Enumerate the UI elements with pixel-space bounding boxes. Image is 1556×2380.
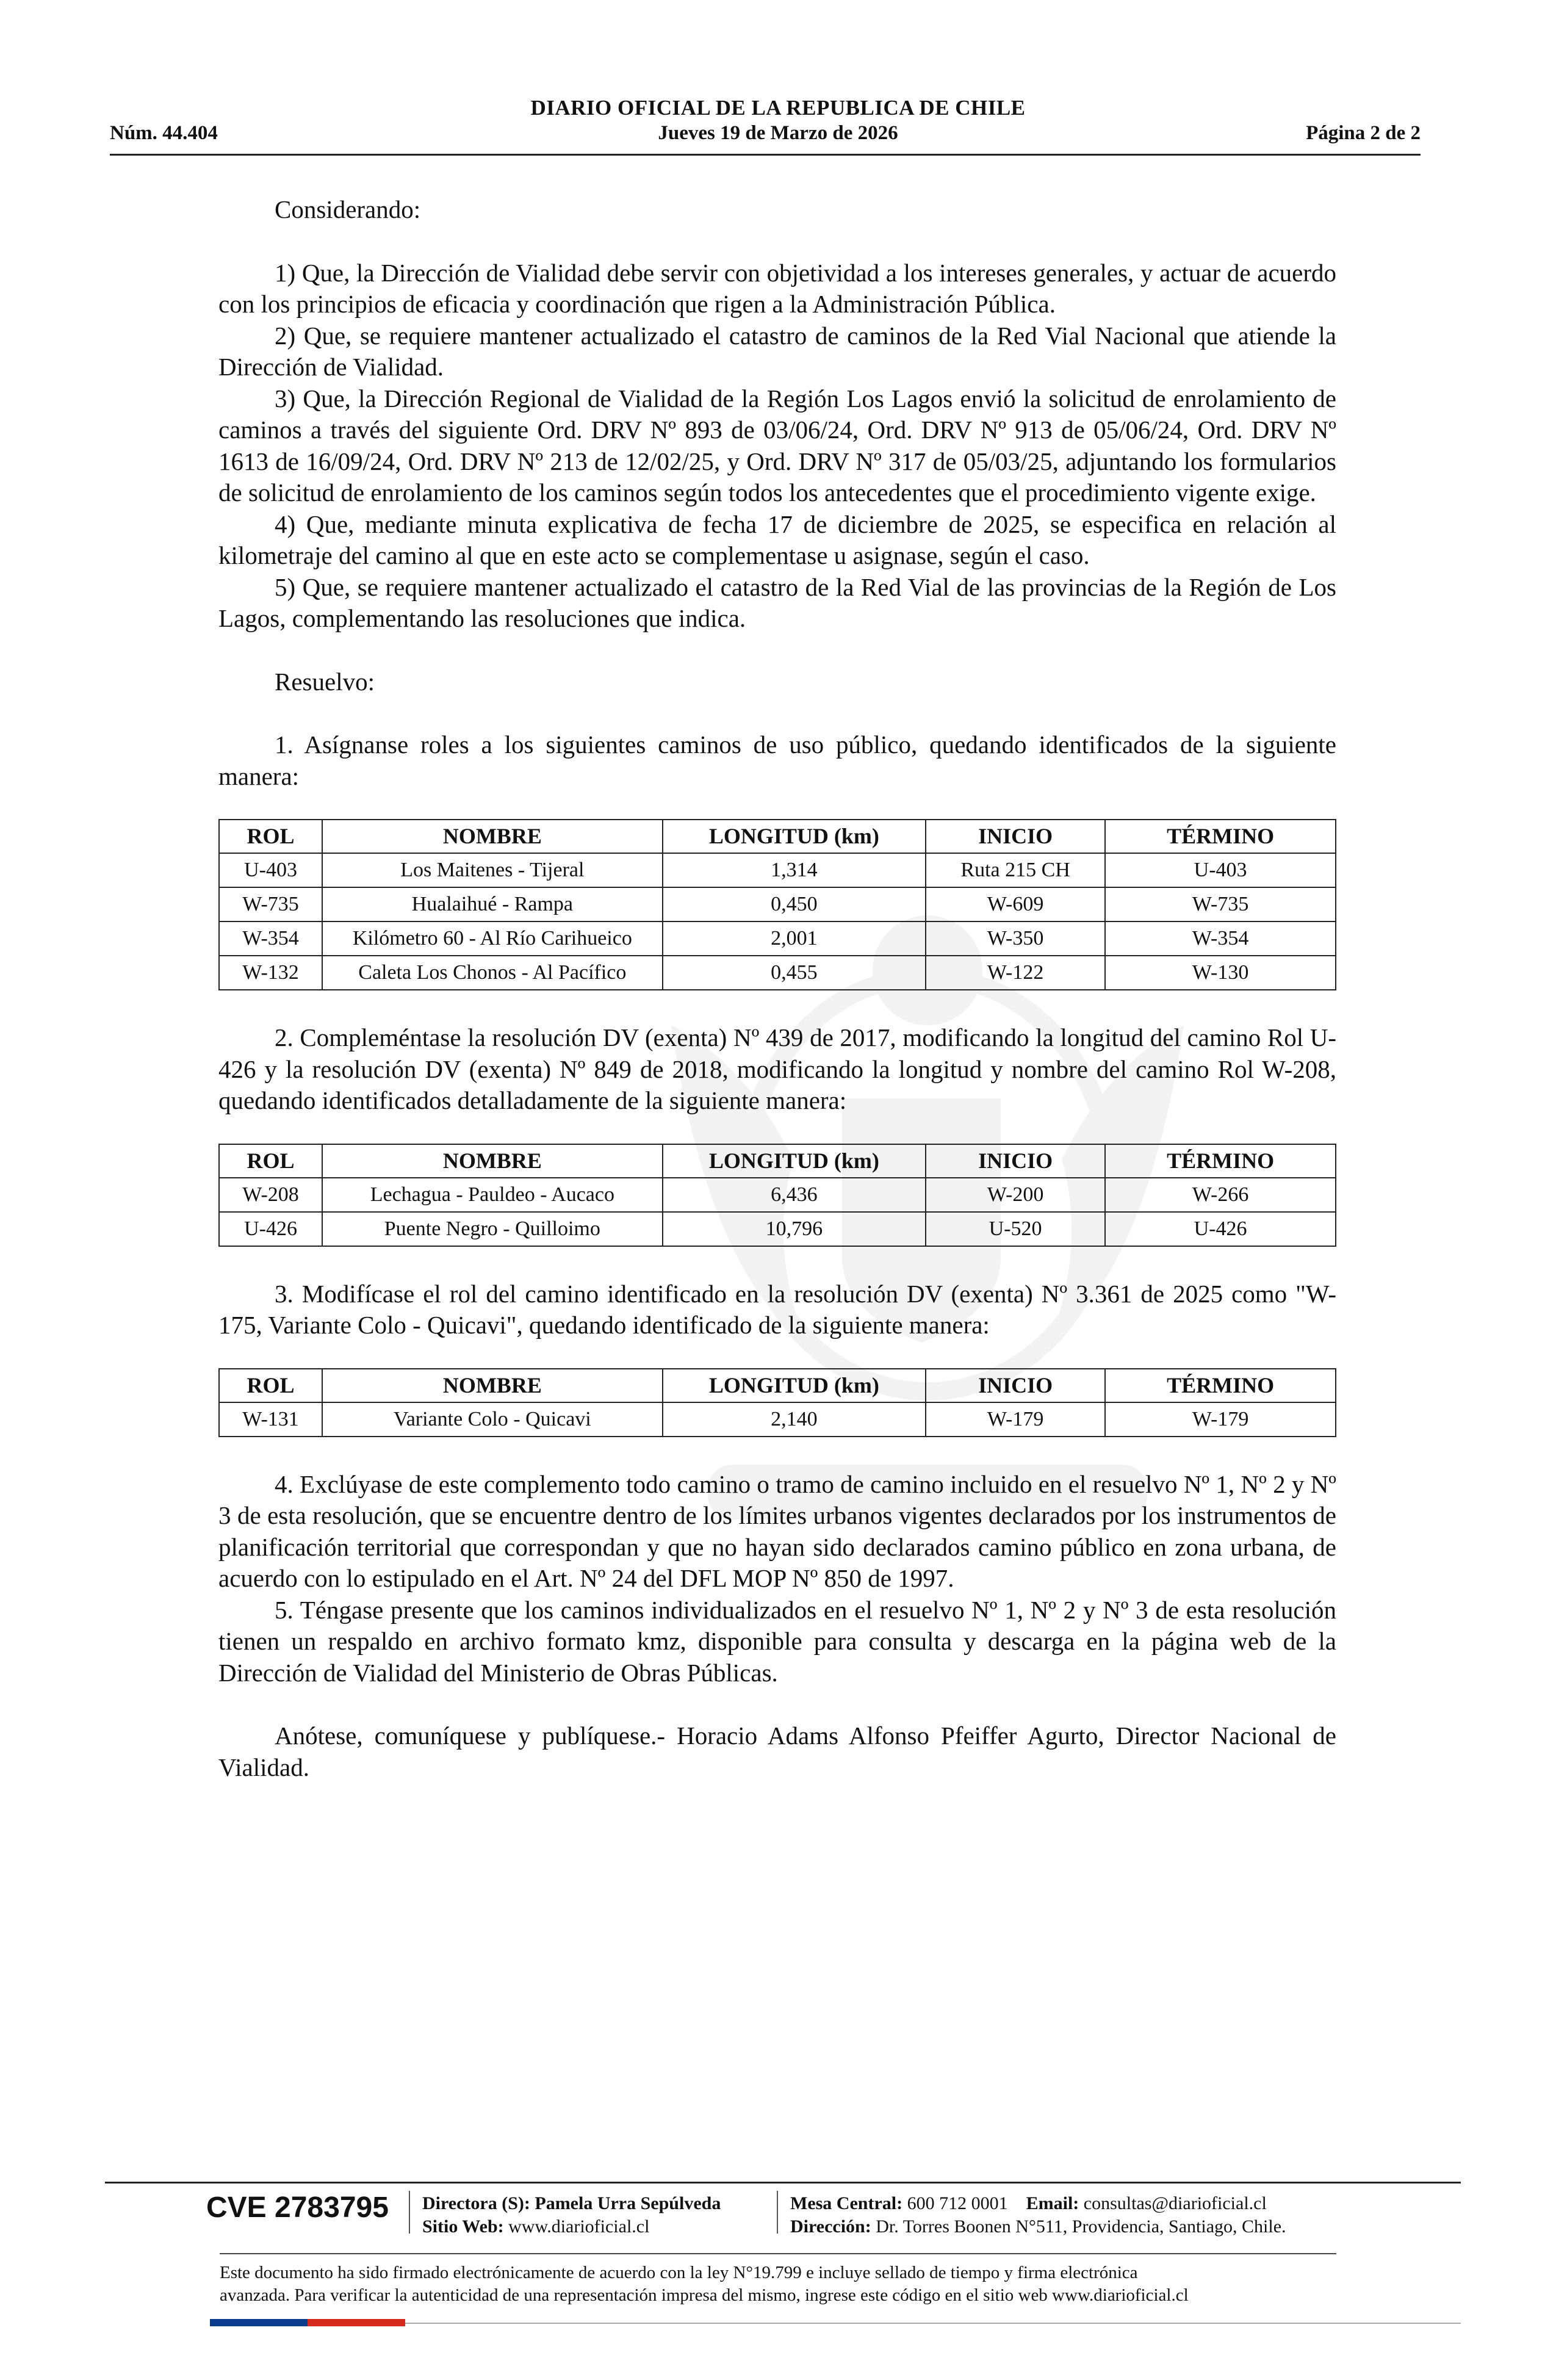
sitio-web-link[interactable]: www.diarioficial.cl [508, 2216, 650, 2237]
cell-nombre: Puente Negro - Quilloimo [322, 1212, 663, 1246]
cell-nombre: Variante Colo - Quicavi [322, 1402, 663, 1437]
resuelvo-2: 2. Compleméntase la resolución DV (exenta) Nº 439 de 2017, modificando la longitud del camino Rol U-426 y la resolución DV (exenta) Nº 849 de 2018, modificando la longitud y nombre del camino Rol W-208, quedando identificados detalladamente de la siguiente manera: [218, 1023, 1336, 1114]
cell-nombre: Los Maitenes - Tijeral [322, 853, 663, 887]
table-header-row [219, 1144, 1336, 1178]
roles-table-3 [218, 1368, 1336, 1437]
cell-longitud: 2,001 [663, 921, 926, 956]
footer-directora: Directora (S): Pamela Urra Sepúlveda [422, 2193, 721, 2213]
header-divider [110, 154, 1421, 156]
table-row [219, 1402, 1336, 1437]
cell-longitud: 1,314 [663, 853, 926, 887]
cell-inicio: W-200 [926, 1178, 1105, 1212]
cell-rol: W-354 [219, 921, 322, 956]
col-termino: TÉRMINO [1105, 1144, 1336, 1178]
footer-legal-notice: Este documento ha sido firmado electrónicamente de acuerdo con la ley N°19.799 e incluye sellado de tiempo y firma electrónica avanzada. Para verificar la autenticidad de una representación impresa del mismo, ingrese este código en el sitio web www.diarioficial.cl [220, 2263, 1189, 2305]
cell-rol: U-426 [219, 1212, 322, 1246]
cell-termino: U-403 [1105, 853, 1336, 887]
page-indicator: Página 2 de 2 [1306, 122, 1421, 144]
cell-inicio: W-179 [926, 1402, 1105, 1437]
cell-termino: U-426 [1105, 1212, 1336, 1246]
footer-divider-bottom [405, 2323, 1461, 2324]
table-row [219, 887, 1336, 921]
col-rol: ROL [219, 820, 322, 853]
cell-nombre: Kilómetro 60 - Al Río Carihueico [322, 921, 663, 956]
col-termino: TÉRMINO [1105, 1369, 1336, 1402]
cell-nombre: Lechagua - Pauldeo - Aucaco [322, 1178, 663, 1212]
cell-termino: W-179 [1105, 1402, 1336, 1437]
resuelvo-1: 1. Asígnanse roles a los siguientes caminos de uso público, quedando identificados de la siguiente manera: [218, 730, 1336, 790]
col-inicio: INICIO [926, 820, 1105, 853]
closing-signature: Anótese, comuníquese y publíquese.- Horacio Adams Alfonso Pfeiffer Agurto, Director Nacional de Vialidad. [218, 1722, 1336, 1781]
issue-number: Núm. 44.404 [110, 122, 218, 144]
col-longitud: LONGITUD (km) [663, 1144, 926, 1178]
resuelvo-4: 4. Exclúyase de este complemento todo camino o tramo de camino incluido en el resuelvo Nº 1, Nº 2 y Nº 3 de esta resolución, que se encuentre dentro de los límites urbanos vigentes declarados por los instrumentos de planificación territorial que correspondan y que no hayan sido declarados camino público en zona urbana, de acuerdo con lo estipulado en el Art. Nº 24 del DFL MOP Nº 850 de 1997. [218, 1469, 1336, 1592]
col-nombre: NOMBRE [322, 1144, 663, 1178]
footer-sitio-web: Sitio Web: www.diarioficial.cl [422, 2216, 650, 2237]
cell-nombre: Caleta Los Chonos - Al Pacífico [322, 956, 663, 990]
cell-inicio: U-520 [926, 1212, 1105, 1246]
considerando-3: 3) Que, la Dirección Regional de Vialidad de la Región Los Lagos envió la solicitud de enrolamiento de caminos a través del siguiente Ord. DRV Nº 893 de 03/06/24, Ord. DRV Nº 913 de 05/06/24, Ord. DRV Nº 1613 de 16/09/24, Ord. DRV Nº 213 de 12/02/25, y Ord. DRV Nº 317 de 05/03/25, adjuntando los formularios de solicitud de enrolamiento de los caminos según todos los antecedentes que el procedimiento vigente exige. [218, 384, 1336, 507]
cell-rol: U-403 [219, 853, 322, 887]
cell-longitud: 6,436 [663, 1178, 926, 1212]
considerando-heading: Considerando: [275, 195, 421, 223]
table-header-row [219, 820, 1336, 853]
cve-code: CVE 2783795 [206, 2191, 389, 2224]
issue-date: Jueves 19 de Marzo de 2026 [658, 122, 898, 144]
considerando-2: 2) Que, se requiere mantener actualizado el catastro de caminos de la Red Vial Nacional que atiende la Dirección de Vialidad. [218, 321, 1336, 381]
table-row [219, 921, 1336, 956]
col-nombre: NOMBRE [322, 820, 663, 853]
resuelvo-3: 3. Modifícase el rol del camino identificado en la resolución DV (exenta) Nº 3.361 de 2025 como "W-175, Variante Colo - Quicavi", quedando identificado de la siguiente manera: [218, 1279, 1336, 1339]
footer-address: Dirección: Dr. Torres Boonen N°511, Providencia, Santiago, Chile. [790, 2216, 1286, 2237]
cell-rol: W-735 [219, 887, 322, 921]
cell-inicio: W-609 [926, 887, 1105, 921]
cell-termino: W-130 [1105, 956, 1336, 990]
considerando-5: 5) Que, se requiere mantener actualizado el catastro de la Red Vial de las provincias de la Región de Los Lagos, complementando las resoluciones que indica. [218, 572, 1336, 632]
roles-table-1 [218, 819, 1336, 990]
footer-separator [777, 2191, 778, 2234]
col-longitud: LONGITUD (km) [663, 820, 926, 853]
table-header-row [219, 1369, 1336, 1402]
flag-stripe [210, 2319, 405, 2326]
cell-termino: W-735 [1105, 887, 1336, 921]
document-body [218, 194, 1336, 1783]
col-rol: ROL [219, 1144, 322, 1178]
cell-inicio: W-350 [926, 921, 1105, 956]
cell-termino: W-354 [1105, 921, 1336, 956]
col-nombre: NOMBRE [322, 1369, 663, 1402]
cell-termino: W-266 [1105, 1178, 1336, 1212]
cell-longitud: 10,796 [663, 1212, 926, 1246]
cell-rol: W-208 [219, 1178, 322, 1212]
header-title: DIARIO OFICIAL DE LA REPUBLICA DE CHILE [530, 96, 1026, 120]
cell-longitud: 0,450 [663, 887, 926, 921]
considerando-1: 1) Que, la Dirección de Vialidad debe servir con objetividad a los intereses generales, y actuar de acuerdo con los principios de eficacia y coordinación que rigen a la Administración Pública. [218, 258, 1336, 318]
footer-divider-top [105, 2182, 1461, 2183]
resuelvo-heading: Resuelvo: [275, 667, 375, 696]
resuelvo-5: 5. Téngase presente que los caminos individualizados en el resuelvo Nº 1, Nº 2 y Nº 3 de esta resolución tienen un respaldo en archivo formato kmz, disponible para consulta y descarga en la página web de la Dirección de Vialidad del Ministerio de Obras Públicas. [218, 1595, 1336, 1687]
footer-divider-mid [220, 2253, 1336, 2254]
cell-longitud: 2,140 [663, 1402, 926, 1437]
col-inicio: INICIO [926, 1144, 1105, 1178]
col-termino: TÉRMINO [1105, 820, 1336, 853]
col-rol: ROL [219, 1369, 322, 1402]
cell-inicio: Ruta 215 CH [926, 853, 1105, 887]
email-link[interactable]: consultas@diarioficial.cl [1083, 2193, 1267, 2213]
footer-separator [409, 2191, 410, 2234]
table-row [219, 853, 1336, 887]
table-row [219, 1178, 1336, 1212]
col-longitud: LONGITUD (km) [663, 1369, 926, 1402]
col-inicio: INICIO [926, 1369, 1105, 1402]
cell-longitud: 0,455 [663, 956, 926, 990]
considerando-4: 4) Que, mediante minuta explicativa de fecha 17 de diciembre de 2025, se especifica en relación al kilometraje del camino al que en este acto se complementase u asignase, según el caso. [218, 510, 1336, 569]
roles-table-2 [218, 1144, 1336, 1247]
table-row [219, 1212, 1336, 1246]
table-row [219, 956, 1336, 990]
cell-inicio: W-122 [926, 956, 1105, 990]
cell-rol: W-132 [219, 956, 322, 990]
footer-contact: Mesa Central: 600 712 0001 Email: consultas@diarioficial.cl [790, 2193, 1267, 2213]
cell-nombre: Hualaihué - Rampa [322, 887, 663, 921]
cell-rol: W-131 [219, 1402, 322, 1437]
